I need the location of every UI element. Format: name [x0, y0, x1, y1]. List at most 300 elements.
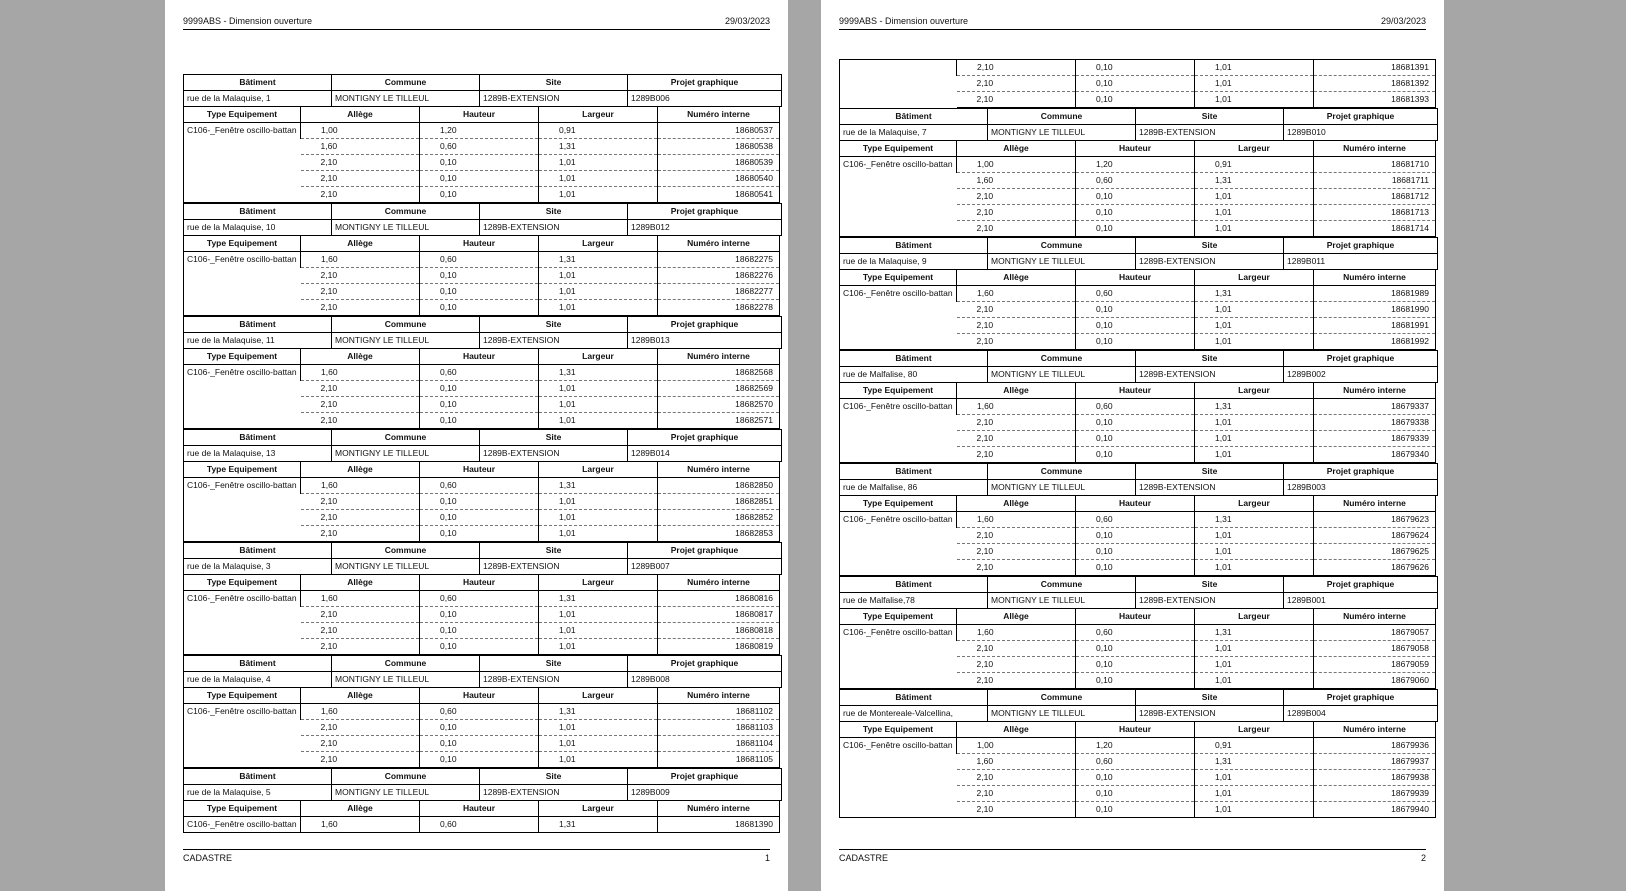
allege-value: 1,00 [957, 738, 1076, 754]
hauteur-value: 0,10 [1076, 415, 1195, 431]
largeur-value: 1,01 [1195, 415, 1314, 431]
allege-value: 1,60 [957, 754, 1076, 770]
numero-interne-value: 18680817 [658, 607, 780, 623]
numero-interne-header: Numéro interne [1314, 609, 1436, 625]
largeur-value: 1,31 [1195, 625, 1314, 641]
batiment-header: Bâtiment [184, 75, 332, 91]
hauteur-value: 0,10 [1076, 205, 1195, 221]
largeur-value: 1,01 [539, 284, 658, 300]
numero-interne-value: 18681991 [1314, 318, 1436, 334]
largeur-header: Largeur [1195, 722, 1314, 738]
blocks-container [183, 74, 781, 833]
type-equipement-value: C106-_Fenêtre oscillo-battan [843, 740, 953, 750]
allege-value: 2,10 [301, 381, 420, 397]
allege-value: 2,10 [976, 336, 994, 346]
numero-interne-header: Numéro interne [1314, 141, 1436, 157]
largeur-value: 1,01 [1195, 786, 1314, 802]
numero-interne-value: 18682853 [658, 526, 780, 542]
batiment-header-row [840, 577, 1438, 593]
largeur-value: 0,91 [1195, 157, 1314, 173]
numero-interne-header: Numéro interne [1314, 270, 1436, 286]
batiment-header-row [184, 543, 782, 559]
hauteur-value: 0,60 [1076, 754, 1195, 770]
site-header: Site [480, 430, 628, 446]
projet-header: Projet graphique [628, 430, 782, 446]
hauteur-value: 0,10 [1076, 657, 1195, 673]
commune-value: MONTIGNY LE TILLEUL [988, 706, 1136, 722]
site-header: Site [1136, 351, 1284, 367]
allege-value: 2,10 [957, 60, 1076, 76]
largeur-value: 1,01 [539, 736, 658, 752]
table-row [184, 817, 780, 833]
batiment-value: rue de Malfalise,78 [843, 595, 915, 605]
hauteur-value: 0,10 [420, 268, 539, 284]
batiment-header: Bâtiment [840, 464, 988, 480]
numero-interne-value: 18681992 [1314, 334, 1436, 350]
commune-header: Commune [332, 543, 480, 559]
largeur-value: 1,31 [539, 591, 658, 607]
hauteur-value: 0,10 [420, 413, 539, 429]
batiment-value: rue de la Malaquise, 9 [843, 256, 927, 266]
largeur-value: 1,01 [539, 494, 658, 510]
commune-value: MONTIGNY LE TILLEUL [988, 593, 1136, 609]
commune-header: Commune [332, 769, 480, 785]
largeur-value: 1,01 [1195, 528, 1314, 544]
largeur-value: 1,01 [1195, 447, 1314, 463]
commune-header: Commune [988, 238, 1136, 254]
batiment-value: rue de la Malaquise, 7 [843, 127, 927, 137]
batiment-table [183, 74, 782, 107]
numero-interne-header: Numéro interne [1314, 496, 1436, 512]
commune-value: MONTIGNY LE TILLEUL [988, 125, 1136, 141]
commune-value: MONTIGNY LE TILLEUL [332, 333, 480, 349]
batiment-value: rue de la Malaquise, 5 [187, 787, 271, 797]
batiment-table [839, 237, 1438, 270]
hauteur-value: 0,10 [420, 171, 539, 187]
projet-header: Projet graphique [628, 769, 782, 785]
report-title: 9999ABS - Dimension ouverture [839, 16, 969, 26]
batiment-header: Bâtiment [184, 430, 332, 446]
allege-value: 2,10 [976, 223, 994, 233]
equipement-header-row [840, 609, 1436, 625]
hauteur-value: 0,10 [420, 720, 539, 736]
site-value: 1289B-EXTENSION [480, 333, 628, 349]
commune-header: Commune [988, 690, 1136, 706]
projet-value: 1289B009 [628, 785, 782, 801]
type-equipement-header: Type Equipement [840, 609, 957, 625]
hauteur-value: 0,10 [420, 397, 539, 413]
type-equipement-header: Type Equipement [840, 496, 957, 512]
allege-value: 1,00 [957, 157, 1076, 173]
projet-value: 1289B001 [1284, 593, 1438, 609]
largeur-value: 1,01 [1195, 60, 1314, 76]
allege-value: 1,60 [957, 625, 1076, 641]
hauteur-value: 0,10 [420, 381, 539, 397]
allege-value: 1,00 [301, 123, 420, 139]
site-header: Site [1136, 109, 1284, 125]
hauteur-value: 0,10 [1076, 447, 1195, 463]
allege-value: 2,10 [320, 415, 338, 425]
allege-value: 2,10 [320, 302, 338, 312]
numero-interne-value: 18679940 [1314, 802, 1436, 818]
largeur-value: 1,01 [1195, 657, 1314, 673]
largeur-value: 1,01 [539, 607, 658, 623]
numero-interne-value: 18679623 [1314, 512, 1436, 528]
page-footer [183, 849, 770, 863]
batiment-row [184, 785, 782, 801]
batiment-header-row [840, 351, 1438, 367]
batiment-value: rue de la Malaquise, 11 [187, 335, 275, 345]
largeur-value: 1,01 [539, 526, 658, 542]
hauteur-value: 0,10 [420, 736, 539, 752]
allege-value: 2,10 [320, 528, 338, 538]
allege-header: Allège [957, 609, 1076, 625]
numero-interne-header: Numéro interne [658, 462, 780, 478]
hauteur-value: 0,10 [420, 155, 539, 171]
table-row [184, 365, 780, 381]
batiment-header: Bâtiment [840, 577, 988, 593]
projet-value: 1289B013 [628, 333, 782, 349]
hauteur-header: Hauteur [420, 349, 539, 365]
hauteur-value: 0,60 [420, 478, 539, 494]
equipement-header-row [840, 722, 1436, 738]
hauteur-value: 0,10 [420, 187, 539, 203]
hauteur-value: 0,10 [1076, 431, 1195, 447]
numero-interne-value: 18681714 [1314, 221, 1436, 237]
projet-header: Projet graphique [1284, 690, 1438, 706]
allege-header: Allège [301, 801, 420, 817]
allege-value: 1,60 [957, 512, 1076, 528]
site-header: Site [1136, 690, 1284, 706]
hauteur-header: Hauteur [1076, 141, 1195, 157]
commune-header: Commune [332, 430, 480, 446]
largeur-header: Largeur [539, 801, 658, 817]
batiment-table [183, 203, 782, 236]
largeur-value: 1,01 [539, 510, 658, 526]
batiment-header-row [840, 238, 1438, 254]
batiment-header-row [184, 75, 782, 91]
allege-value: 2,10 [957, 318, 1076, 334]
hauteur-value: 0,10 [1076, 76, 1195, 92]
allege-header: Allège [301, 107, 420, 123]
largeur-value: 1,01 [1195, 802, 1314, 818]
equipement-header-row [184, 107, 780, 123]
projet-value: 1289B006 [628, 91, 782, 107]
numero-interne-value: 18680537 [658, 123, 780, 139]
batiment-header-row [840, 690, 1438, 706]
numero-interne-value: 18679624 [1314, 528, 1436, 544]
hauteur-value: 0,60 [1076, 625, 1195, 641]
hauteur-value: 0,10 [420, 284, 539, 300]
hauteur-value: 0,10 [420, 510, 539, 526]
equipement-header-row [840, 270, 1436, 286]
continuation-table [839, 59, 1436, 108]
allege-header: Allège [957, 383, 1076, 399]
commune-value: MONTIGNY LE TILLEUL [988, 254, 1136, 270]
projet-header: Projet graphique [1284, 577, 1438, 593]
site-value: 1289B-EXTENSION [480, 672, 628, 688]
largeur-value: 1,01 [1195, 318, 1314, 334]
hauteur-value: 0,10 [1076, 802, 1195, 818]
numero-interne-value: 18680538 [658, 139, 780, 155]
batiment-row [184, 672, 782, 688]
equipement-table [183, 801, 780, 833]
allege-header: Allège [957, 496, 1076, 512]
largeur-header: Largeur [539, 462, 658, 478]
batiment-row [184, 91, 782, 107]
type-equipement-value: C106-_Fenêtre oscillo-battan [187, 706, 297, 716]
allege-value: 2,10 [957, 431, 1076, 447]
allege-value: 2,10 [320, 641, 338, 651]
commune-value: MONTIGNY LE TILLEUL [332, 672, 480, 688]
projet-header: Projet graphique [1284, 109, 1438, 125]
largeur-header: Largeur [539, 349, 658, 365]
largeur-value: 1,01 [1195, 92, 1314, 108]
numero-interne-value: 18681393 [1314, 92, 1436, 108]
type-equipement-value: C106-_Fenêtre oscillo-battan [187, 125, 297, 135]
allege-header: Allège [301, 349, 420, 365]
hauteur-value: 0,10 [1076, 641, 1195, 657]
hauteur-value: 0,10 [420, 526, 539, 542]
type-equipement-value: C106-_Fenêtre oscillo-battan [187, 254, 297, 264]
site-header: Site [480, 204, 628, 220]
site-header: Site [480, 769, 628, 785]
commune-header: Commune [988, 109, 1136, 125]
equipement-header-row [184, 575, 780, 591]
report-page-1 [165, 0, 788, 891]
type-equipement-header: Type Equipement [184, 801, 301, 817]
largeur-header: Largeur [1195, 270, 1314, 286]
allege-header: Allège [301, 236, 420, 252]
type-equipement-header: Type Equipement [840, 383, 957, 399]
numero-interne-header: Numéro interne [658, 575, 780, 591]
numero-interne-value: 18679937 [1314, 754, 1436, 770]
numero-interne-header: Numéro interne [658, 688, 780, 704]
projet-header: Projet graphique [628, 317, 782, 333]
largeur-value: 1,31 [1195, 512, 1314, 528]
numero-interne-value: 18682852 [658, 510, 780, 526]
numero-interne-value: 18679338 [1314, 415, 1436, 431]
equipement-header-row [184, 349, 780, 365]
numero-interne-value: 18682571 [658, 413, 780, 429]
hauteur-value: 0,10 [1076, 60, 1195, 76]
largeur-value: 1,01 [539, 268, 658, 284]
numero-interne-value: 18681105 [658, 752, 780, 768]
table-row [184, 591, 780, 607]
numero-interne-value: 18679339 [1314, 431, 1436, 447]
type-equipement-value: C106-_Fenêtre oscillo-battan [843, 627, 953, 637]
hauteur-header: Hauteur [420, 236, 539, 252]
batiment-header-row [184, 656, 782, 672]
commune-value: MONTIGNY LE TILLEUL [332, 91, 480, 107]
largeur-value: 1,01 [539, 720, 658, 736]
type-cell-empty [840, 60, 957, 108]
batiment-header-row [184, 317, 782, 333]
allege-value: 2,10 [301, 397, 420, 413]
site-value: 1289B-EXTENSION [480, 91, 628, 107]
largeur-header: Largeur [1195, 496, 1314, 512]
numero-interne-value: 18679340 [1314, 447, 1436, 463]
table-row [840, 286, 1436, 302]
blocks-container [839, 59, 1437, 818]
hauteur-header: Hauteur [420, 462, 539, 478]
equipement-header-row [840, 496, 1436, 512]
numero-interne-value: 18681713 [1314, 205, 1436, 221]
largeur-value: 1,01 [1195, 205, 1314, 221]
site-header: Site [480, 656, 628, 672]
hauteur-value: 0,10 [1076, 334, 1195, 350]
site-value: 1289B-EXTENSION [480, 220, 628, 236]
largeur-value: 1,01 [539, 187, 658, 203]
equipement-table [839, 141, 1436, 237]
table-row [840, 738, 1436, 754]
allege-value: 2,10 [957, 544, 1076, 560]
projet-value: 1289B004 [1284, 706, 1438, 722]
commune-header: Commune [988, 351, 1136, 367]
largeur-value: 1,01 [1195, 76, 1314, 92]
numero-interne-value: 18681391 [1314, 60, 1436, 76]
batiment-header-row [184, 430, 782, 446]
allege-value: 2,10 [957, 92, 1076, 108]
allege-value: 1,60 [957, 399, 1076, 415]
projet-value: 1289B014 [628, 446, 782, 462]
type-equipement-value: C106-_Fenêtre oscillo-battan [187, 367, 297, 377]
allege-value: 1,60 [301, 365, 420, 381]
largeur-value: 1,31 [1195, 173, 1314, 189]
batiment-header: Bâtiment [840, 351, 988, 367]
commune-value: MONTIGNY LE TILLEUL [332, 559, 480, 575]
allege-value: 2,10 [301, 736, 420, 752]
largeur-header: Largeur [1195, 383, 1314, 399]
footer-label: CADASTRE [183, 853, 233, 863]
allege-value: 2,10 [301, 171, 420, 187]
batiment-table [183, 429, 782, 462]
hauteur-value: 0,60 [420, 365, 539, 381]
projet-value: 1289B008 [628, 672, 782, 688]
numero-interne-value: 18681104 [658, 736, 780, 752]
batiment-header: Bâtiment [840, 109, 988, 125]
largeur-value: 1,31 [539, 252, 658, 268]
site-value: 1289B-EXTENSION [480, 785, 628, 801]
projet-header: Projet graphique [1284, 238, 1438, 254]
largeur-value: 1,31 [539, 365, 658, 381]
equipement-header-row [840, 383, 1436, 399]
batiment-table [839, 350, 1438, 383]
table-row [840, 625, 1436, 641]
page-number: 1 [764, 853, 770, 863]
batiment-value: rue de la Malaquise, 13 [187, 448, 276, 458]
allege-value: 2,10 [957, 657, 1076, 673]
type-equipement-header: Type Equipement [184, 688, 301, 704]
hauteur-value: 1,20 [1076, 738, 1195, 754]
largeur-header: Largeur [1195, 609, 1314, 625]
hauteur-value: 0,10 [1076, 786, 1195, 802]
hauteur-value: 0,10 [1076, 673, 1195, 689]
allege-value: 1,60 [301, 139, 420, 155]
hauteur-header: Hauteur [1076, 270, 1195, 286]
commune-header: Commune [988, 464, 1136, 480]
allege-value: 1,60 [301, 591, 420, 607]
numero-interne-header: Numéro interne [658, 107, 780, 123]
numero-interne-value: 18682278 [658, 300, 780, 316]
largeur-header: Largeur [539, 575, 658, 591]
allege-value: 2,10 [976, 675, 994, 685]
largeur-value: 1,01 [539, 155, 658, 171]
hauteur-value: 1,20 [420, 123, 539, 139]
numero-interne-value: 18679058 [1314, 641, 1436, 657]
commune-value: MONTIGNY LE TILLEUL [988, 480, 1136, 496]
batiment-row [184, 559, 782, 575]
largeur-value: 1,01 [1195, 770, 1314, 786]
allege-header: Allège [301, 688, 420, 704]
largeur-value: 1,01 [539, 752, 658, 768]
type-equipement-value: C106-_Fenêtre oscillo-battan [187, 480, 297, 490]
largeur-value: 1,01 [1195, 431, 1314, 447]
projet-header: Projet graphique [628, 75, 782, 91]
largeur-value: 1,01 [539, 397, 658, 413]
batiment-value: rue de la Malaquise, 1 [187, 93, 271, 103]
site-value: 1289B-EXTENSION [1136, 706, 1284, 722]
projet-header: Projet graphique [1284, 351, 1438, 367]
hauteur-value: 0,60 [1076, 173, 1195, 189]
numero-interne-value: 18681102 [658, 704, 780, 720]
batiment-table [183, 768, 782, 801]
equipement-table [183, 107, 780, 203]
numero-interne-value: 18682276 [658, 268, 780, 284]
numero-interne-value: 18682277 [658, 284, 780, 300]
largeur-value: 1,01 [1195, 221, 1314, 237]
commune-value: MONTIGNY LE TILLEUL [332, 785, 480, 801]
hauteur-value: 0,10 [1076, 92, 1195, 108]
hauteur-header: Hauteur [1076, 496, 1195, 512]
site-header: Site [1136, 577, 1284, 593]
projet-value: 1289B007 [628, 559, 782, 575]
numero-interne-value: 18682570 [658, 397, 780, 413]
largeur-value: 1,01 [1195, 641, 1314, 657]
largeur-value: 1,01 [1195, 189, 1314, 205]
batiment-header-row [184, 204, 782, 220]
allege-value: 1,60 [301, 704, 420, 720]
hauteur-header: Hauteur [1076, 609, 1195, 625]
site-value: 1289B-EXTENSION [1136, 367, 1284, 383]
type-equipement-header: Type Equipement [184, 236, 301, 252]
table-row [184, 478, 780, 494]
equipement-table [839, 270, 1436, 350]
numero-interne-value: 18682850 [658, 478, 780, 494]
equipement-header-row [184, 462, 780, 478]
largeur-value: 1,31 [1195, 399, 1314, 415]
report-date: 29/03/2023 [1380, 16, 1426, 26]
batiment-table [183, 316, 782, 349]
equipement-table [839, 496, 1436, 576]
type-equipement-header: Type Equipement [184, 349, 301, 365]
largeur-value: 1,01 [1195, 544, 1314, 560]
numero-interne-value: 18681711 [1314, 173, 1436, 189]
allege-value: 2,10 [301, 494, 420, 510]
batiment-value: rue de Montereale-Valcellina, [843, 708, 953, 718]
page-header [183, 16, 770, 30]
allege-value: 2,10 [976, 562, 994, 572]
batiment-value: rue de la Malaquise, 10 [187, 222, 276, 232]
largeur-value: 1,01 [539, 413, 658, 429]
footer-label: CADASTRE [839, 853, 889, 863]
numero-interne-value: 18680539 [658, 155, 780, 171]
allege-value: 1,60 [301, 252, 420, 268]
site-value: 1289B-EXTENSION [1136, 254, 1284, 270]
hauteur-header: Hauteur [1076, 722, 1195, 738]
report-page-2 [821, 0, 1444, 891]
largeur-value: 1,01 [1195, 673, 1314, 689]
